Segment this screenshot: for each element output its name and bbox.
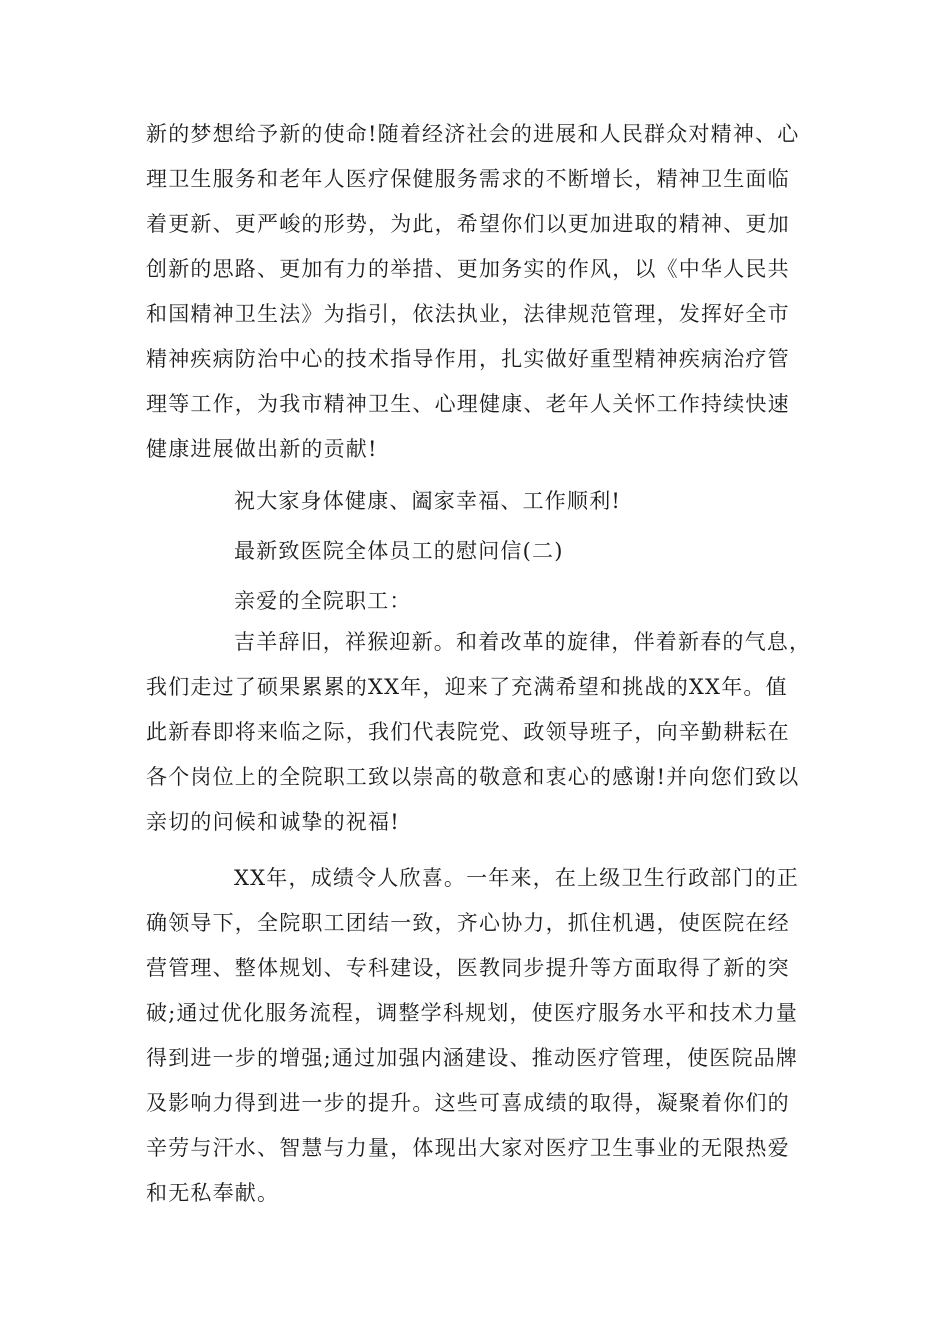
paragraph-new-year [146, 620, 836, 845]
text-line: 及影响力得到进一步的提升。这些可喜成绩的取得，凝聚着你们的 [146, 1091, 790, 1115]
text-line: 营管理、整体规划、专科建设，医教同步提升等方面取得了新的突 [146, 956, 790, 980]
letter-title: 最新致医院全体员工的慰问信(二) [234, 539, 564, 563]
salutation-block [146, 579, 836, 624]
closing-wish-block [146, 479, 836, 524]
text-line: 辛劳与汗水、智慧与力量，体现出大家对医疗卫生事业的无限热爱 [146, 1136, 790, 1160]
closing-wish: 祝大家身体健康、阖家幸福、工作顺利! [234, 489, 622, 513]
text-line: 着更新、更严峻的形势，为此，希望你们以更加进取的精神、更加 [146, 212, 790, 236]
text-line: 吉羊辞旧，祥猴迎新。和着改革的旋律，伴着新春的气息， [234, 630, 812, 654]
text-line: 理卫生服务和老年人医疗保健服务需求的不断增长，精神卫生面临 [146, 167, 790, 191]
text-line: 各个岗位上的全院职工致以崇高的敬意和衷心的感谢!并向您们致以 [146, 765, 800, 789]
text-line: 和国精神卫生法》为指引，依法执业，法律规范管理，发挥好全市 [146, 302, 790, 326]
text-line: 新的梦想给予新的使命!随着经济社会的进展和人民群众对精神、心 [146, 122, 800, 146]
letter-title-block [146, 529, 836, 574]
text-line: 理等工作，为我市精神卫生、心理健康、老年人关怀工作持续快速 [146, 392, 790, 416]
text-line: 得到进一步的增强;通过加强内涵建设、推动医疗管理，使医院品牌 [146, 1046, 799, 1070]
salutation: 亲爱的全院职工： [234, 589, 412, 613]
text-line: 和无私奉献。 [146, 1181, 280, 1205]
text-line: 确领导下，全院职工团结一致，齐心协力，抓住机遇，使医院在经 [146, 911, 790, 935]
paragraph-continued [146, 112, 836, 472]
text-line: 健康进展做出新的贡献! [146, 437, 378, 461]
text-line: 精神疾病防治中心的技术指导作用，扎实做好重型精神疾病治疗管 [146, 347, 790, 371]
text-line: 破;通过优化服务流程，调整学科规划，使医疗服务水平和技术力量 [146, 1001, 799, 1025]
text-line: 创新的思路、更加有力的举措、更加务实的作风，以《中华人民共 [146, 257, 790, 281]
paragraph-achievements [146, 856, 836, 1216]
text-line: 我们走过了硕果累累的XX年，迎来了充满希望和挑战的XX年。值 [146, 675, 788, 699]
text-line: XX年，成绩令人欣喜。一年来，在上级卫生行政部门的正 [234, 866, 800, 890]
text-line: 亲切的问候和诚挚的祝福! [146, 810, 400, 834]
text-line: 此新春即将来临之际，我们代表院党、政领导班子，向辛勤耕耘在 [146, 720, 790, 744]
